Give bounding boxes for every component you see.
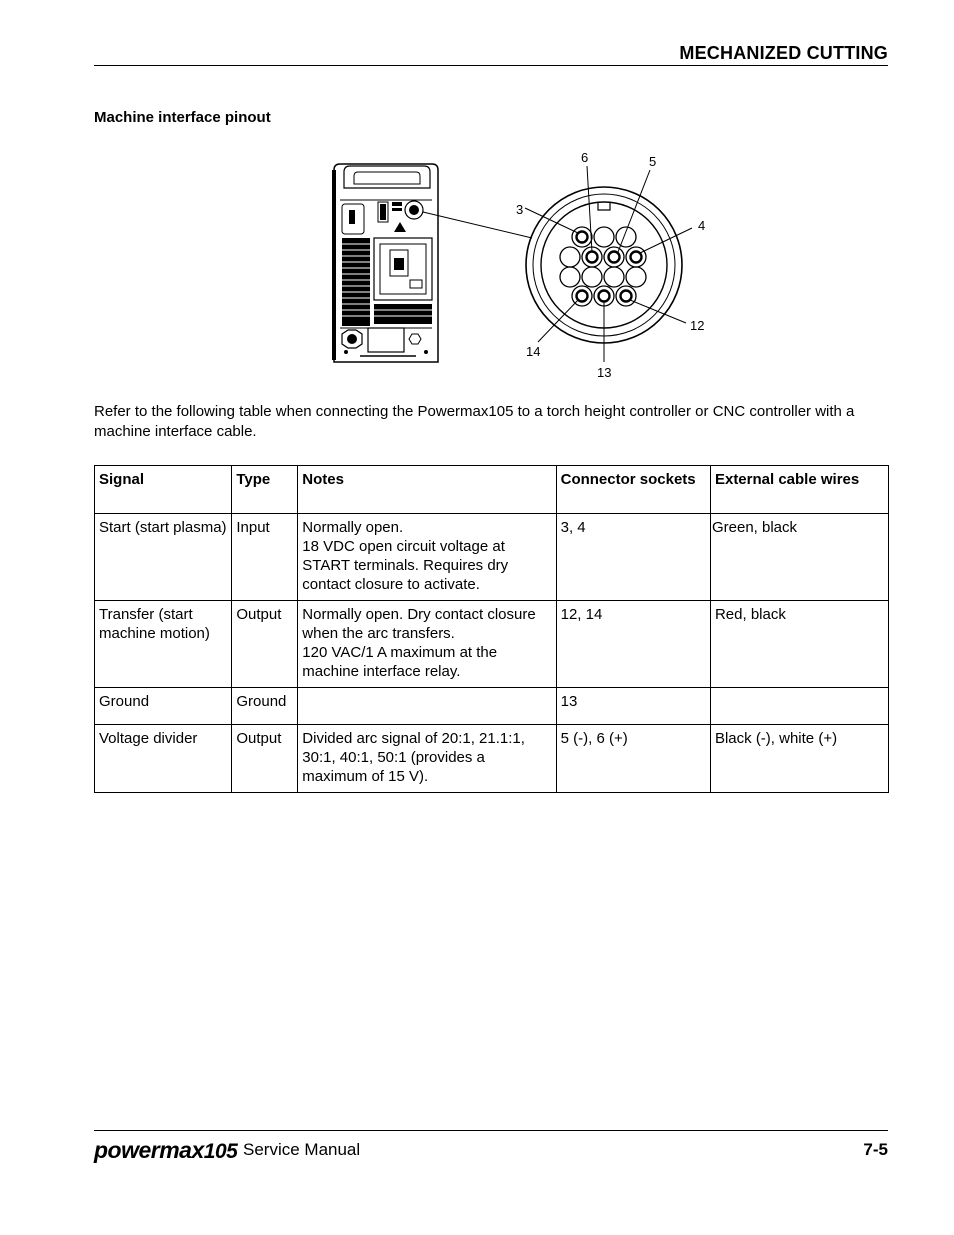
cell-signal: Ground [95,688,232,725]
pin-label-6: 6 [581,150,589,165]
power-supply-rear-illustration [332,164,438,362]
cell-type: Output [232,725,298,793]
cell-type: Output [232,601,298,688]
cell-signal: Transfer (start machine motion) [95,601,232,688]
section-header-title: MECHANIZED CUTTING [679,43,888,63]
column-header-signal: Signal [95,466,232,514]
cell-sockets: 12, 14 [556,601,710,688]
connector-figure [320,140,740,390]
brand-name: powermax [94,1137,204,1163]
pin-label-3: 3 [516,202,524,217]
brand-logo [94,1137,237,1164]
section-heading: Machine interface pinout [94,109,271,126]
note-line: 120 VAC/1 A maximum at the machine interface relay. [302,644,498,680]
cell-notes [298,725,556,793]
pin-label-4: 4 [698,218,706,233]
header-divider [94,65,888,66]
table-row [95,601,889,688]
cell-notes [298,688,556,725]
pin-label-14: 14 [526,344,541,359]
cell-wires [710,688,888,725]
column-header-sockets: Connector sockets [556,466,710,514]
note-line: 18 VDC open circuit voltage at START terminals. Requires dry contact closure to activate. [302,538,509,593]
table-header-row [95,466,889,514]
note-line: Divided arc signal of 20:1, 21.1:1, 30:1, 40:1, 50:1 (provides a maximum of 15 V). [302,730,525,785]
pin-label-13: 13 [597,365,612,380]
cell-type: Ground [232,688,298,725]
table-row [95,514,889,601]
note-line: Normally open. [302,519,404,536]
connector-diagram [320,140,740,390]
cell-notes [298,601,556,688]
manual-title: Service Manual [243,1140,361,1159]
page-number: 7-5 [863,1140,888,1159]
cell-wires: Green, black [710,514,888,601]
column-header-wires: External cable wires [710,466,888,514]
column-header-type: Type [232,466,298,514]
pinout-table [94,465,889,793]
cell-type: Input [232,514,298,601]
cell-notes [298,514,556,601]
cell-sockets: 5 (-), 6 (+) [556,725,710,793]
pin-label-5: 5 [649,154,657,169]
column-header-notes: Notes [298,466,556,514]
cell-wires: Red, black [710,601,888,688]
table-row [95,688,889,725]
cell-sockets: 3, 4 [556,514,710,601]
cell-signal: Start (start plasma) [95,514,232,601]
pin-label-12: 12 [690,318,705,333]
cell-wires: Black (-), white (+) [710,725,888,793]
intro-paragraph: Refer to the following table when connecting the Powermax105 to a torch height controller or CNC controller with a machine interface cable. [94,403,855,440]
footer-divider [94,1130,888,1131]
note-line: Normally open. Dry contact closure when the arc transfers. [302,606,536,642]
cell-signal: Voltage divider [95,725,232,793]
table-row [95,725,889,793]
cell-sockets: 13 [556,688,710,725]
brand-model: 105 [203,1140,238,1163]
